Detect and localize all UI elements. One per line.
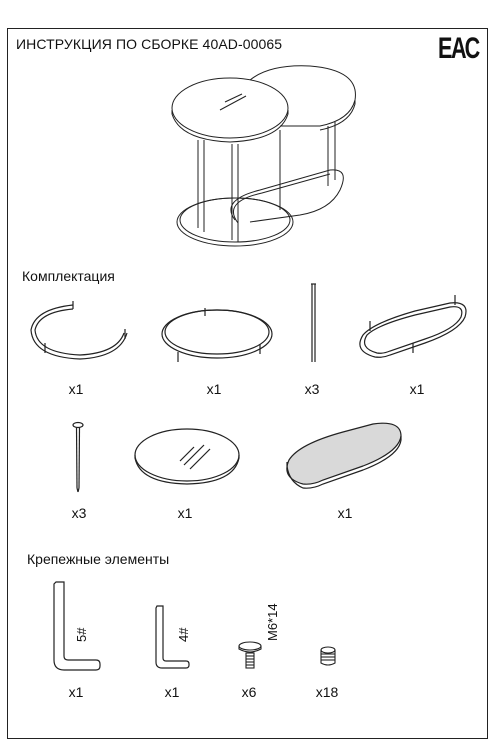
qty-round-glass-top: x1 — [177, 505, 193, 521]
page-title: ИНСТРУКЦИЯ ПО СБОРКЕ 40AD-00065 — [16, 36, 283, 52]
qty-half-ring-base: x1 — [68, 381, 84, 397]
leg-rod-drawing — [303, 282, 323, 367]
qty-hex-key-small: x1 — [164, 684, 180, 700]
oval-ring-base-drawing — [355, 293, 475, 368]
qty-insert-nut: x18 — [315, 684, 339, 700]
hex-key-large-size: 5# — [74, 627, 89, 642]
bolt-size: M6*14 — [265, 603, 280, 641]
qty-oval-top: x1 — [337, 505, 353, 521]
assembled-table-illustration — [160, 60, 360, 250]
round-ring-base-drawing — [160, 300, 275, 370]
qty-oval-ring-base: x1 — [409, 381, 425, 397]
qty-leg-rod: x3 — [304, 381, 320, 397]
bolt-drawing — [236, 640, 264, 672]
oval-top-drawing — [283, 418, 408, 490]
round-glass-top-drawing — [132, 425, 242, 490]
short-leg-pin-drawing — [68, 420, 88, 495]
qty-short-leg-pin: x3 — [71, 505, 87, 521]
qty-round-ring-base: x1 — [206, 381, 222, 397]
hex-key-small-size: 4# — [176, 627, 191, 642]
eac-certification-mark: ЕАС — [438, 32, 479, 65]
components-heading: Комплектация — [22, 268, 115, 284]
qty-hex-key-large: x1 — [68, 684, 84, 700]
fasteners-heading: Крепежные элементы — [27, 551, 170, 567]
half-ring-base-drawing — [25, 295, 135, 365]
qty-bolt: x6 — [241, 684, 257, 700]
insert-nut-drawing — [317, 646, 339, 668]
